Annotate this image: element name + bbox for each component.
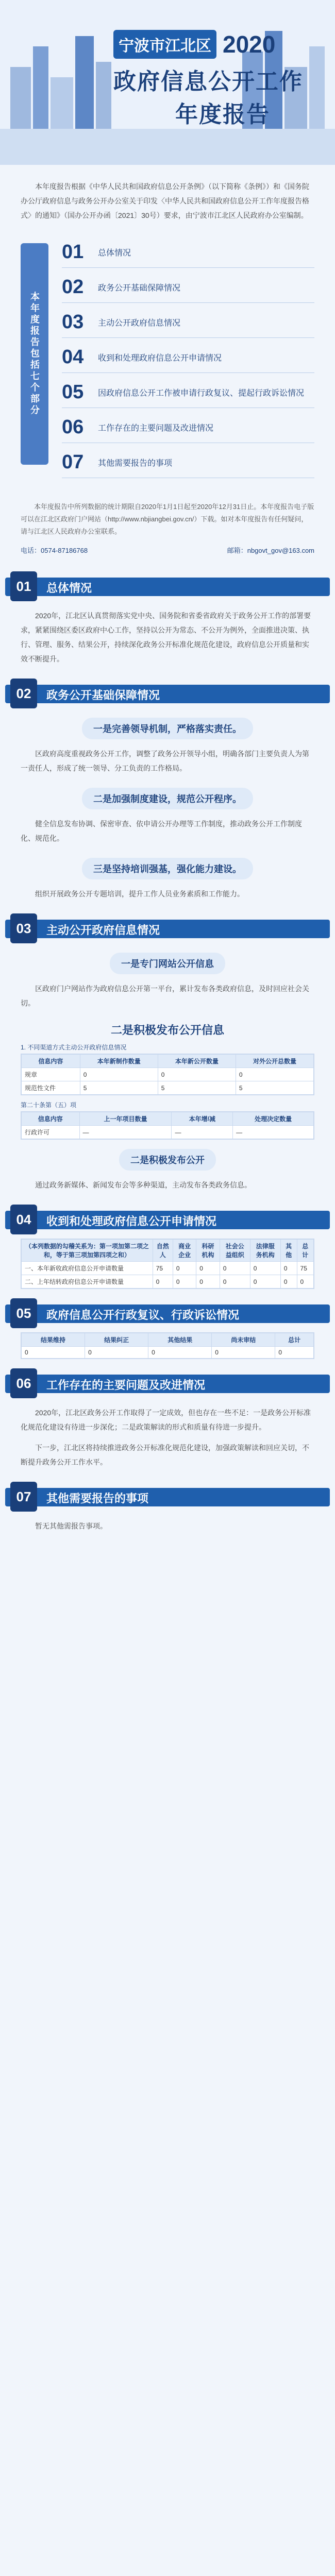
table-header-cell: 本年新制作数量 [80, 1055, 158, 1068]
table-header-cell: 其他结果 [148, 1333, 212, 1347]
section-02-header [0, 679, 335, 708]
table-row [22, 1275, 314, 1289]
application-table [21, 1239, 314, 1289]
table-label: 1. 不同渠道方式主动公开政府信息情况 [21, 1044, 127, 1051]
section-title: 主动公开政府信息情况 [46, 924, 160, 937]
toc-item-number: 04 [62, 346, 84, 368]
table-cell: 0 [250, 1275, 280, 1289]
subsection-title: 一是专门网站公开信息 [0, 953, 335, 974]
table-cell: 二、上年结转政府信息公开申请数量 [22, 1275, 153, 1289]
subsection-paragraph: 通过政务新媒体、新闻发布会等多种渠道，主动发布各类政务信息。 [35, 1181, 252, 1189]
section-title: 总体情况 [46, 582, 92, 595]
subsection-paragraph: 健全信息发布协调、保密审查、依申请公开办理等工作制度，推动政务公开工作制度化、规范化。 [21, 820, 302, 842]
review-litigation-table [21, 1332, 314, 1359]
toc-item-number: 01 [62, 241, 84, 263]
table-cell: 75 [297, 1262, 313, 1275]
table-row [22, 1126, 314, 1139]
table-cell: 0 [22, 1347, 85, 1359]
table-header-cell: 本年增/减 [172, 1112, 233, 1126]
table-cell: 0 [275, 1347, 314, 1359]
contact-row [0, 538, 335, 562]
table-header-cell: 本年新公开数量 [158, 1055, 236, 1068]
toc-item-label: 总体情况 [98, 249, 131, 258]
subsection-title: 一是完善领导机制，严格落实责任。 [0, 718, 335, 739]
table-cell: 0 [173, 1275, 196, 1289]
table-cell: 5 [236, 1081, 313, 1095]
table-cell: 5 [80, 1081, 158, 1095]
section-number: 03 [10, 913, 37, 943]
table-caption: 二是积极发布公开信息 [110, 1024, 224, 1037]
table-row [22, 1081, 314, 1095]
subsection-title: 二是积极发布公开 [0, 1149, 335, 1171]
table-cell: 0 [250, 1262, 280, 1275]
toc-side-label: 本年度报告包括七个部分 [21, 243, 48, 465]
disclosure-table [21, 1054, 314, 1095]
table-cell: 0 [236, 1068, 313, 1081]
section-06-header [0, 1368, 335, 1398]
table-cell: 75 [153, 1262, 173, 1275]
toc-item-label: 政务公开基础保障情况 [98, 284, 181, 293]
section-title: 收到和处理政府信息公开申请情况 [46, 1215, 217, 1228]
table-header-cell: 对外公开总数量 [236, 1055, 313, 1068]
region-badge: 宁波市江北区 [113, 30, 216, 59]
toc-item-07[interactable] [62, 443, 314, 478]
table-header-row [22, 1055, 314, 1068]
report-subtitle: 年度报告 [175, 102, 270, 127]
toc-item-label: 收到和处理政府信息公开申请情况 [98, 354, 222, 363]
toc-item-number: 06 [62, 416, 84, 438]
table-header-cell: 总计 [297, 1240, 313, 1262]
section-06-paragraph: 2020年，江北区政务公开工作取得了一定成效，但也存在一些不足：一是政务公开标准化规范化建设有待进一步深化；二是政策解读的形式和质量有待进一步提升。 [21, 1409, 311, 1431]
section-number: 05 [10, 1298, 37, 1328]
table-cell: 0 [158, 1068, 236, 1081]
table-cell: 规章 [22, 1068, 80, 1081]
table-row [22, 1347, 314, 1359]
contact-email[interactable]: 邮箱：nbgovt_gov@163.com [227, 547, 314, 554]
toc-item-05[interactable] [62, 373, 314, 408]
section-07-header [0, 1482, 335, 1512]
toc-item-03[interactable] [62, 303, 314, 338]
table-row [22, 1068, 314, 1081]
section-title: 工作存在的主要问题及改进情况 [46, 1379, 206, 1392]
section-number: 02 [10, 679, 37, 708]
table-cell: 行政许可 [22, 1126, 80, 1139]
toc-item-label: 主动公开政府信息情况 [98, 319, 181, 328]
toc-item-01[interactable] [62, 233, 314, 268]
table-header-cell: 信息内容 [22, 1112, 80, 1126]
table-cell: 0 [173, 1262, 196, 1275]
subsection-title: 二是加强制度建设，规范公开程序。 [0, 788, 335, 809]
table-cell: 一、本年新收政府信息公开申请数量 [22, 1262, 153, 1275]
toc-item-number: 03 [62, 311, 84, 333]
toc-item-06[interactable] [62, 408, 314, 443]
table-header-row [22, 1240, 314, 1262]
subsection-paragraph: 区政府门户网站作为政府信息公开第一平台，累计发布各类政府信息，及时回应社会关切。 [21, 985, 309, 1007]
table-header-cell: 尚未审结 [212, 1333, 275, 1347]
table-header-cell: 结果维持 [22, 1333, 85, 1347]
section-number: 07 [10, 1482, 37, 1512]
intro-paragraph: 本年度报告根据《中华人民共和国政府信息公开条例》（以下简称《条例》）和《国务院办公厅政府信息与政务公开办公室关于印发〈中华人民共和国政府信息公开工作年度报告格式〉的通知》（国办公开办函〔2021〕30号）要求，由宁波市江北区人民政府办公室编制。 [21, 182, 309, 219]
report-year: 2020 [223, 31, 276, 58]
toc-item-number: 05 [62, 381, 84, 403]
toc-item-label: 因政府信息公开工作被申请行政复议、提起行政诉讼情况 [98, 389, 305, 398]
report-note: 本年度报告中所列数据的统计期限自2020年1月1日起至2020年12月31日止。本年度报告电子版可以在江北区政府门户网站（http://www.nbjiangbei.gov.cn/）下载。如对本年度报告有任何疑问，请与江北区人民政府办公室联系。 [21, 503, 314, 535]
report-title-block [113, 30, 320, 129]
table-header-cell: 商业企业 [173, 1240, 196, 1262]
table-row [22, 1262, 314, 1275]
table-cell: 0 [153, 1275, 173, 1289]
table-cell: 规范性文件 [22, 1081, 80, 1095]
table-header-cell: 自然人 [153, 1240, 173, 1262]
section-05-header [0, 1298, 335, 1328]
toc-item-02[interactable] [62, 268, 314, 303]
table-header-cell: 结果纠正 [85, 1333, 148, 1347]
contact-phone: 电话：0574-87186768 [21, 547, 88, 554]
table-header-cell: 总计 [275, 1333, 314, 1347]
toc-item-number: 02 [62, 276, 84, 298]
toc-item-number: 07 [62, 451, 84, 473]
section-title: 其他需要报告的事项 [46, 1492, 149, 1505]
toc-item-label: 其他需要报告的事项 [98, 459, 173, 468]
table-cell: 0 [280, 1275, 297, 1289]
table-header-row [22, 1112, 314, 1126]
subsection-title: 三是坚持培训强基，强化能力建设。 [0, 858, 335, 879]
section-06-paragraph: 下一步，江北区将持续推进政务公开标准化规范化建设，加强政策解读和回应关切，不断提升政务公开工作水平。 [21, 1444, 309, 1466]
table-of-contents [21, 233, 314, 501]
section-01-paragraph: 2020年，江北区认真贯彻落实党中央、国务院和省委省政府关于政务公开工作的部署要求，紧紧围绕区委区政府中心工作，坚持以公开为常态、不公开为例外，全面推进决策、执行、管理、服务、结果公开，持续深化政务公开标准化规范化建设，政府信息公开质量和实效不断提升。 [21, 612, 311, 663]
permit-table [21, 1111, 314, 1140]
section-03-header [0, 913, 335, 943]
table-header-cell: （本列数据的勾稽关系为：第一项加第二项之和，等于第三项加第四项之和） [22, 1240, 153, 1262]
section-title: 政府信息公开行政复议、行政诉讼情况 [46, 1309, 240, 1321]
section-number: 06 [10, 1368, 37, 1398]
subsection-paragraph: 组织开展政务公开专题培训，提升工作人员业务素质和工作能力。 [35, 890, 244, 898]
table-cell: 0 [297, 1275, 313, 1289]
table-header-cell: 处理决定数量 [233, 1112, 314, 1126]
table-cell: 0 [220, 1262, 250, 1275]
table-cell: 5 [158, 1081, 236, 1095]
table-cell: 0 [80, 1068, 158, 1081]
toc-item-label: 工作存在的主要问题及改进情况 [98, 424, 214, 433]
report-title: 政府信息公开工作 [113, 69, 303, 94]
table-header-cell: 社会公益组织 [220, 1240, 250, 1262]
table-cell: 0 [148, 1347, 212, 1359]
report-header [0, 0, 335, 165]
table-header-cell: 其他 [280, 1240, 297, 1262]
table-label: 第二十条第（五）项 [21, 1101, 77, 1109]
table-cell: 0 [85, 1347, 148, 1359]
table-cell: 0 [280, 1262, 297, 1275]
table-header-cell: 科研机构 [196, 1240, 220, 1262]
subsection-paragraph: 区政府高度重视政务公开工作，调整了政务公开领导小组，明确各部门主要负责人为第一责任人，形成了统一领导、分工负责的工作格局。 [21, 750, 309, 772]
table-header-cell: 上一年项目数量 [79, 1112, 172, 1126]
section-04-header [0, 1205, 335, 1234]
table-cell: — [79, 1126, 172, 1139]
table-header-row [22, 1333, 314, 1347]
table-cell: 0 [212, 1347, 275, 1359]
intro-section [0, 165, 335, 228]
toc-list [62, 233, 314, 478]
table-cell: — [233, 1126, 314, 1139]
table-cell: 0 [196, 1275, 220, 1289]
table-cell: — [172, 1126, 233, 1139]
table-cell: 0 [196, 1262, 220, 1275]
section-07-paragraph: 暂无其他需报告事项。 [35, 1522, 107, 1530]
table-cell: 0 [220, 1275, 250, 1289]
section-01-header [0, 571, 335, 601]
table-header-cell: 法律服务机构 [250, 1240, 280, 1262]
section-title: 政务公开基础保障情况 [46, 689, 160, 702]
section-number: 04 [10, 1205, 37, 1234]
section-number: 01 [10, 571, 37, 601]
toc-item-04[interactable] [62, 338, 314, 373]
table-header-cell: 信息内容 [22, 1055, 80, 1068]
